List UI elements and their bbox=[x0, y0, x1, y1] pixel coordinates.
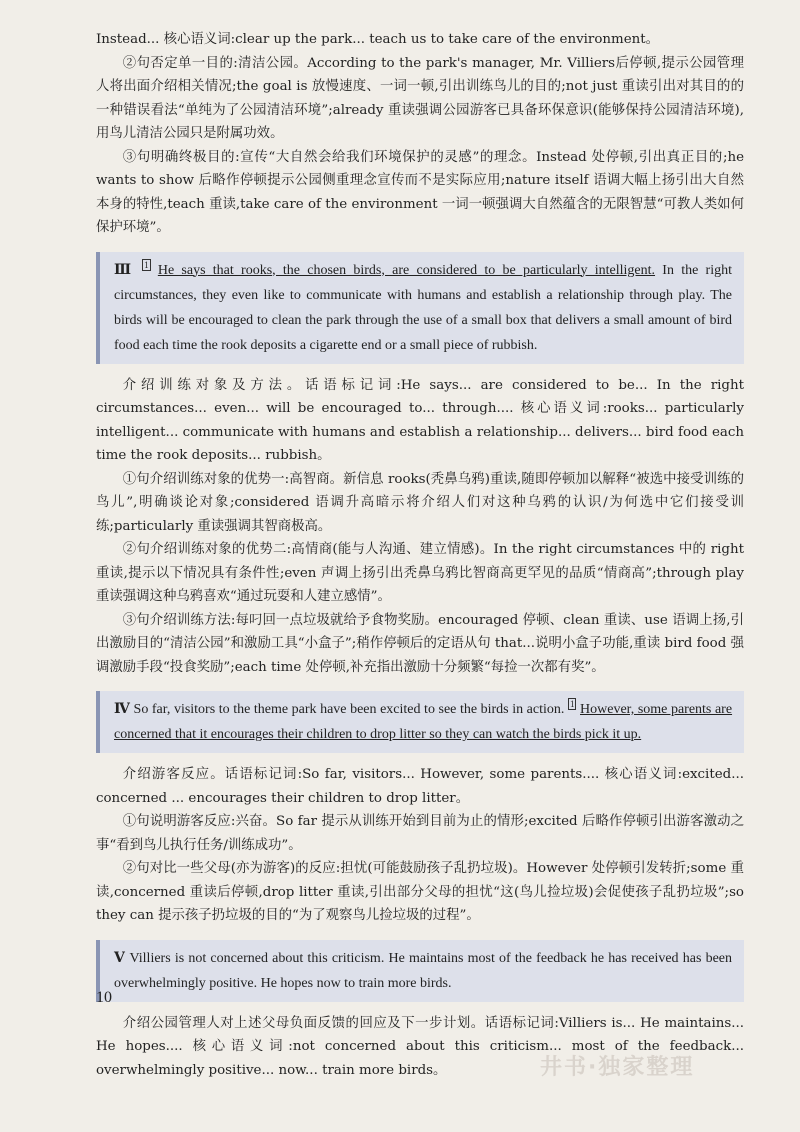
paragraph-analysis-5: 介绍公园管理人对上述父母负面反馈的回应及下一步计划。话语标记词:Villiers is... He maintains... He hopes.... 核心语义词:not concerned about this criticism... most of the feedback... overwhelmingly positive... now... train more birds。 bbox=[96, 1015, 744, 1078]
paragraph-sentence-2: ②句否定单一目的:清洁公园。According to the park's manager, Mr. Villiers后停顿,提示公园管理人将出面介绍相关情况;the goal is 放慢速度、一词一顿,引出训练鸟儿的目的;not just 重读引出对其目的的一种错误看法“单纯为了公园清洁环境”;already 重读强调公园游客已具备环保意识(能够保持公园清洁环境),用鸟儿清洁公园只是附属功效。 bbox=[96, 55, 744, 141]
paragraph-intro: Instead... 核心语义词:clear up the park... teach us to take care of the environment。 bbox=[96, 32, 660, 47]
underlined-sentence: He says that rooks, the chosen birds, are considered to be particularly intelligent. bbox=[157, 262, 656, 278]
paragraph-point-2: ②句介绍训练对象的优势二:高情商(能与人沟通、建立情感)。In the right circumstances 中的 right 重读,提示以下情况具有条件性;even 声调上扬引出秃鼻乌鸦比智商高更罕见的品质“情商高”;through play 重读强调这种乌鸦喜欢“通过玩耍和人建立感情”。 bbox=[96, 542, 744, 604]
underlined-sentence: However, some parents are concerned that it encourages their children to drop litter so they can watch the birds pick it up. bbox=[114, 702, 733, 742]
quote-text: So far, visitors to the theme park have been excited to see the birds in action. bbox=[133, 702, 565, 717]
quote-text: In the right circumstances, they even like to communicate with humans and establish a relationship through play. The birds will be encouraged to clean the park through the use of a small box that delivers a small amount of bird food each time the rook deposits a cigarette end or a small piece of rubbish. bbox=[114, 262, 732, 353]
section-number: Ⅲ bbox=[114, 262, 135, 278]
paragraph-point-4-2: ②句对比一些父母(亦为游客)的反应:担忧(可能鼓励孩子乱扔垃圾)。However 处停顿引发转折;some 重读,concerned 重读后停顿,drop litter 重读,引出部分父母的担忧“这(鸟儿捡垃圾)会促使孩子乱扔垃圾”;so they can 提示孩子扔垃圾的目的“为了观察鸟儿捡垃圾的过程”。 bbox=[96, 861, 744, 923]
page-number: 10 bbox=[96, 989, 112, 1006]
footer-watermark: 井书·独家整理 bbox=[540, 1055, 695, 1080]
quote-block-4 bbox=[96, 691, 744, 753]
section-number: Ⅳ bbox=[114, 702, 130, 717]
paragraph-point-4-1: ①句说明游客反应:兴奋。So far 提示从训练开始到目前为止的情形;excited 后略作停顿引出游客激动之事“看到鸟儿执行任务/训练成功”。 bbox=[96, 814, 744, 853]
quote-block-5 bbox=[96, 940, 744, 1002]
quote-block-3 bbox=[96, 252, 744, 364]
section-number: Ⅴ bbox=[114, 950, 126, 966]
paragraph-point-3: ③句介绍训练方法:每叼回一点垃圾就给予食物奖励。encouraged 停顿、clean 重读、use 语调上扬,引出激励目的“清洁公园”和激励工具“小盒子”;稍作停顿后的定语从句 that...说明小盒子功能,重读 bird food 强调激励手段“投食奖励”;each time 处停顿,补充指出激励十分频繁“每捡一次都有奖”。 bbox=[96, 612, 744, 675]
marker-badge: 1 bbox=[569, 699, 575, 710]
paragraph-sentence-3: ③句明确终极目的:宣传“大自然会给我们环境保护的灵感”的理念。Instead 处停顿,引出真正目的;he wants to show 后略作停顿提示公园侧重理念宣传而不是实际应用;nature itself 语调大幅上扬引出大自然本身的特性,teach 重读,take care of the environment 一词一顿强调大自然蕴含的无限智慧“可教人类如何保护环境”。 bbox=[96, 149, 744, 235]
paragraph-analysis-4: 介绍游客反应。话语标记词:So far, visitors... However, some parents.... 核心语义词:excited... concerned ... encourages their children to drop litter。 bbox=[96, 767, 744, 806]
quote-text: Villiers is not concerned about this criticism. He maintains most of the feedback he has received has been overwhelmingly positive. He hopes now to train more birds. bbox=[114, 950, 733, 991]
marker-badge: 1 bbox=[144, 259, 149, 270]
paragraph-point-1: ①句介绍训练对象的优势一:高智商。新信息 rooks(秃鼻乌鸦)重读,随即停顿加以解释“被选中接受训练的鸟儿”,明确谈论对象;considered 语调升高暗示将介绍人们对这种乌鸦的认识/为何选中它们接受训练;particularly 重读强调其智商极高。 bbox=[96, 471, 744, 534]
paragraph-analysis-3: 介绍训练对象及方法。话语标记词:He says... are considered to be... In the right circumstances... even... will be encouraged to... through.... 核心语义词:rooks... particularly intelligent... communicate with humans and establish a relationship... delivers... bird food each time the rook deposits... rubbish。 bbox=[96, 377, 744, 463]
